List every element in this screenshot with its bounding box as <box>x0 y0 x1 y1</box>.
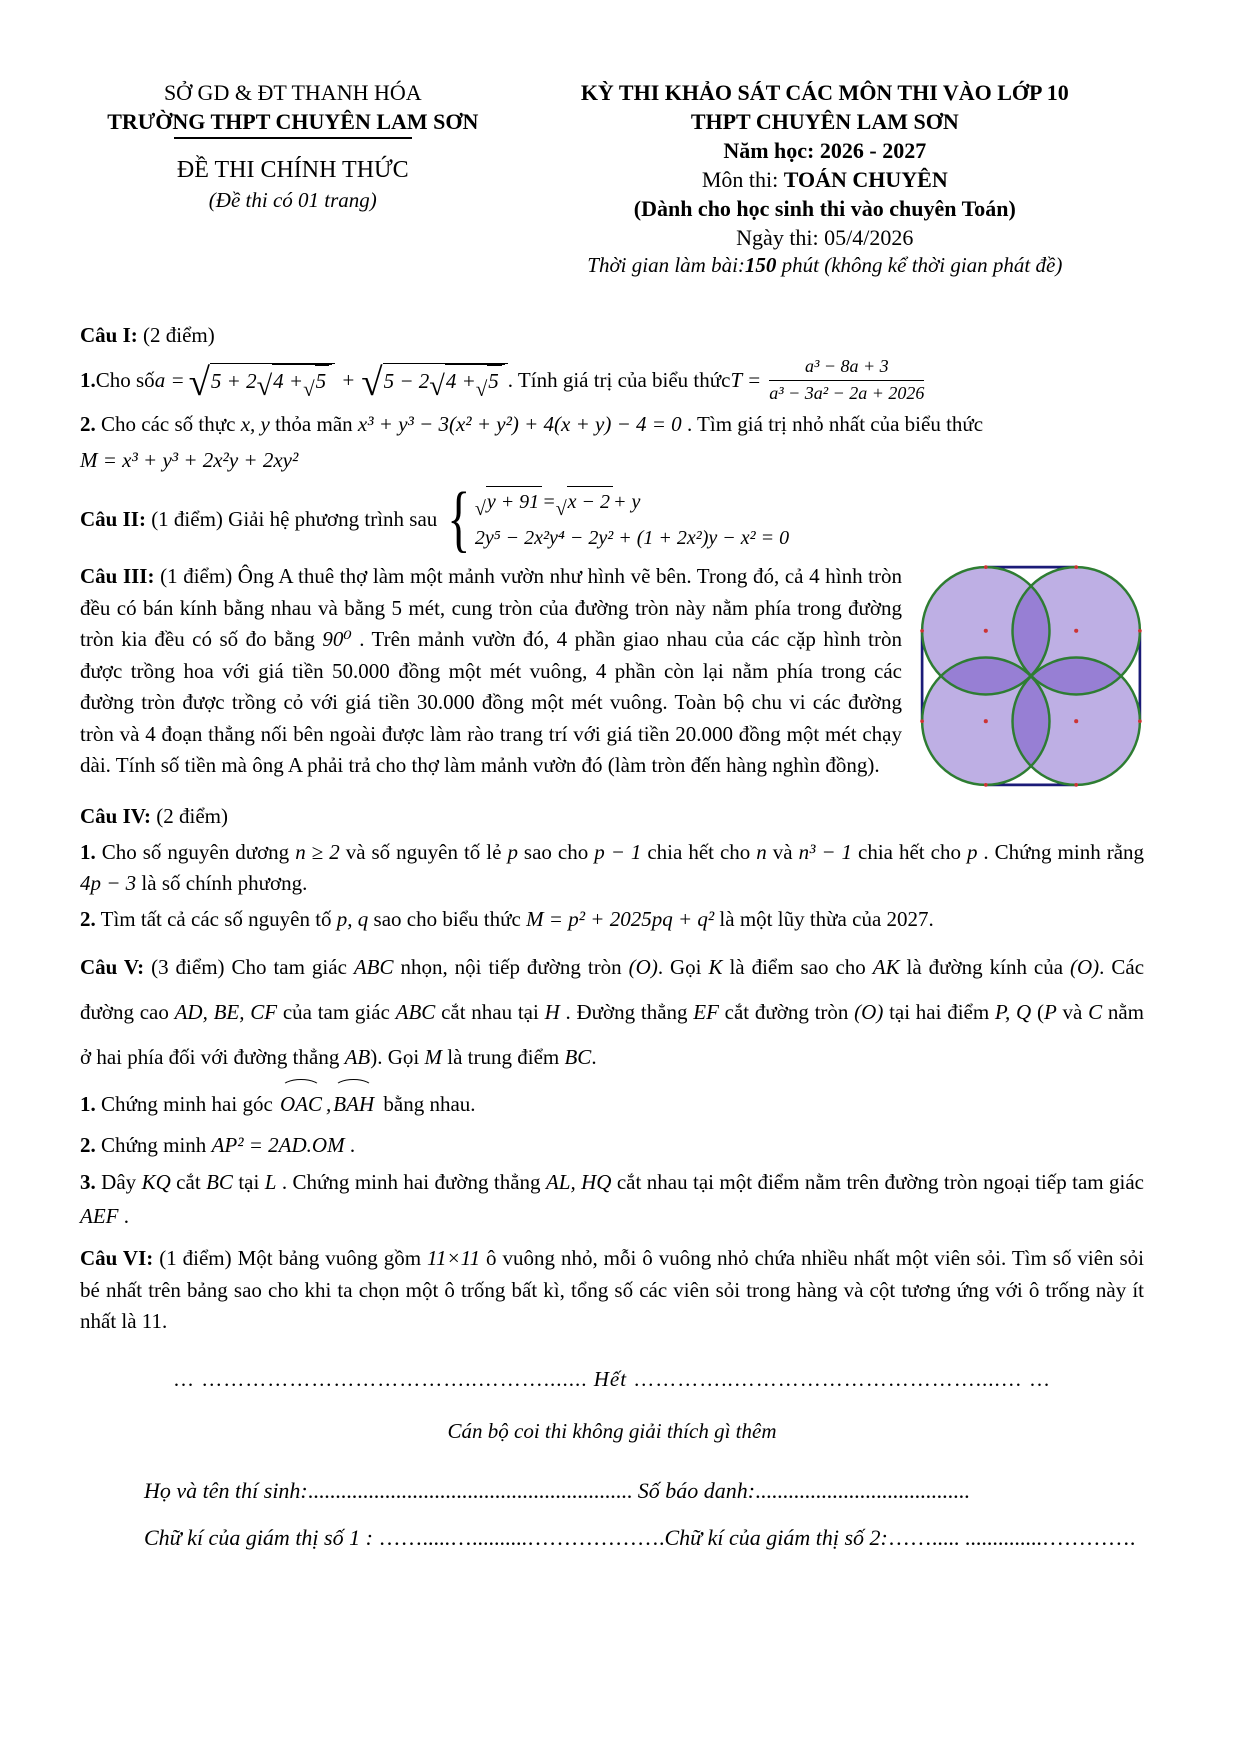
text-run: phút (không kể thời gian phát đề) <box>776 253 1063 278</box>
footer <box>144 1474 1144 1554</box>
radical-sign: √ <box>361 361 383 405</box>
text-run: cắt đường tròn <box>718 1000 855 1025</box>
text-run: Câu VI: <box>80 1246 154 1271</box>
text-run: 3. <box>80 1170 96 1195</box>
math-run: + y <box>613 491 641 514</box>
text-run: (1 điểm) Ông A thuê thợ làm một mảnh vườn như hình vẽ bên. Trong đó, cả 4 hình tròn đều có bán kính bằng nhau và bằng 5 mét, cung tròn của đường tròn này nằm phía trong đường tròn kia đều có số đo bằng <box>80 564 903 652</box>
text-run: chia hết cho <box>852 839 967 864</box>
text-run: M = p² + 2025pq + q² <box>526 906 715 931</box>
duration-line <box>506 252 1144 280</box>
text-run: C <box>1088 1000 1103 1025</box>
math-run: 4 + <box>445 369 476 394</box>
text-run: Câu V: <box>80 955 145 980</box>
text-run: Cho các số thực <box>95 412 241 437</box>
text-run: Chữ kí của giám thị số 2: <box>664 1524 888 1550</box>
radical-expression <box>429 364 505 402</box>
exam-official-label: ĐỀ THI CHÍNH THỨC <box>176 157 409 184</box>
text-run: . Tìm giá trị nhỏ nhất của biểu thức <box>681 412 984 437</box>
text-run: P <box>1043 1000 1057 1025</box>
tangent-dot <box>1138 720 1142 724</box>
text-run: 2. <box>80 1132 96 1157</box>
section-cau-6 <box>80 1243 1144 1338</box>
radical-expression <box>474 486 542 521</box>
exam-school: THPT CHUYÊN LAM SƠN <box>690 109 959 135</box>
text-run: p <box>966 839 978 864</box>
text-run: tại hai điểm <box>883 1000 995 1025</box>
text-run: và <box>1056 1000 1089 1025</box>
text-run: (2 điểm) <box>151 804 228 829</box>
garden-figure <box>918 563 1144 789</box>
center-dot <box>984 629 988 633</box>
text-run: 11×11 <box>427 1246 481 1271</box>
math-run: 5 <box>488 369 499 394</box>
text-run: Câu III: <box>80 564 155 589</box>
cau-1-item-1 <box>80 355 1144 405</box>
exam-title: KỲ THI KHẢO SÁT CÁC MÔN THI VÀO LỚP 10 <box>580 80 1069 105</box>
angle-arc-math: OAC <box>280 1085 322 1125</box>
radical-expression <box>361 361 508 405</box>
text-run: n <box>756 839 767 864</box>
text-run: (2 điểm) <box>137 322 215 347</box>
system-equation-2: 2y⁵ − 2x²y⁴ − 2y² + (1 + 2x²)y − x² = 0 <box>474 527 790 550</box>
math-run: + <box>341 367 356 392</box>
text-run: KQ <box>141 1170 171 1195</box>
text-run: Chứng minh hai góc <box>95 1091 279 1116</box>
section-cau-2 <box>80 478 1144 561</box>
proctor-note: Cán bộ coi thi không giải thích gì thêm <box>447 1419 777 1444</box>
text-run: . Gọi <box>657 955 709 980</box>
cau-2-line <box>80 478 1144 561</box>
tangent-dot <box>1138 629 1142 633</box>
fraction-denominator: a³ − 3a² − 2a + 2026 <box>769 382 925 403</box>
text-run: BC <box>206 1170 233 1195</box>
document-header <box>80 78 1144 280</box>
text-run: ……..... ..............…………. <box>887 1524 1136 1550</box>
text-run: . <box>344 1132 356 1157</box>
proctor-signature-line <box>144 1521 1144 1554</box>
text-run: Hết <box>593 1366 628 1391</box>
radical-expression <box>475 365 502 401</box>
text-run: (O) <box>1070 955 1100 980</box>
text-run: . Các đường cao <box>80 955 1145 1025</box>
radical-expression <box>303 365 329 401</box>
cau-5-item-3 <box>80 1166 1144 1233</box>
text-run: BC <box>564 1045 592 1070</box>
text-run: là một lũy thừa của 2027. <box>714 906 934 931</box>
system-brace: { <box>447 478 471 561</box>
page-count-note: (Đề thi có 01 trang) <box>208 187 377 212</box>
math-run: a = <box>154 367 185 392</box>
math-run: 4 + <box>273 369 304 394</box>
section-cau-4 <box>80 801 1144 935</box>
text-run: M = x³ + y³ + 2x²y + 2xy² <box>80 447 299 472</box>
tangent-dot <box>920 629 924 633</box>
text-run: . Chứng minh hai đường thẳng <box>276 1170 546 1195</box>
text-run: nhọn, nội tiếp đường tròn <box>393 955 629 980</box>
text-run: TOÁN CHUYÊN <box>783 167 948 193</box>
header-left <box>80 78 506 280</box>
text-run: cắt <box>170 1170 207 1195</box>
math-run: 5 + 2 <box>210 369 257 394</box>
radical-sign: √ <box>475 376 488 401</box>
text-run: và <box>766 839 799 864</box>
cau-1-item-2 <box>80 409 1144 441</box>
text-run: p, q <box>336 906 369 931</box>
text-run: 90⁰ <box>322 627 352 652</box>
text-run: , <box>326 1091 332 1116</box>
math-run: 5 <box>315 369 327 394</box>
text-run: K <box>708 955 723 980</box>
text-run: 1. <box>80 839 96 864</box>
angle-arc-math: BAH <box>333 1085 374 1125</box>
radical-expression <box>256 364 333 402</box>
section-cau-1 <box>80 320 1144 476</box>
text-run: x, y <box>240 412 270 437</box>
text-run: AB <box>344 1045 371 1070</box>
fraction <box>769 355 924 405</box>
cau-5-intro <box>80 945 1144 1080</box>
text-run: sao cho <box>517 839 595 864</box>
cau-4-item-1 <box>80 837 1144 900</box>
text-run: Họ và tên thí sinh: <box>144 1477 308 1503</box>
text-run: AEF <box>80 1203 119 1228</box>
text-run: ........................................................... <box>307 1477 633 1503</box>
text-run: AL, HQ <box>545 1170 612 1195</box>
cau-5-item-1 <box>80 1085 1144 1125</box>
text-run: Câu I: <box>80 322 138 347</box>
text-run: ....................................... <box>755 1477 970 1503</box>
math-run: 5 − 2 <box>383 369 430 394</box>
cau-6-text <box>80 1243 1144 1338</box>
text-run: sao cho biểu thức <box>368 906 527 931</box>
tangent-dot <box>984 565 988 569</box>
text-run: cắt nhau tại một điểm nằm trên đường tròn ngoại tiếp tam giác <box>611 1170 1144 1195</box>
radical-expression <box>555 486 613 521</box>
math-run: x − 2 <box>567 491 611 514</box>
text-run: 1. <box>80 1091 96 1116</box>
text-run: 2. <box>80 412 96 437</box>
text-run: L <box>264 1170 277 1195</box>
text-run: Câu II: <box>80 506 146 531</box>
text-run: (3 điểm) Cho tam giác <box>144 955 354 980</box>
cau-1-heading <box>80 320 1144 352</box>
text-run: …….....…..........………………. <box>378 1524 665 1550</box>
cau-5-item-2 <box>80 1129 1144 1163</box>
text-run: tại <box>232 1170 265 1195</box>
text-run: là số chính phương. <box>136 871 308 896</box>
text-run: AK <box>872 955 900 980</box>
text-run: AD, BE, CF <box>174 1000 278 1025</box>
text-run: . Tính giá trị của biểu thức <box>507 367 731 392</box>
center-dot <box>1074 629 1078 633</box>
radical-expression <box>188 361 336 405</box>
text-run: n ≥ 2 <box>295 839 340 864</box>
text-run: của tam giác <box>277 1000 396 1025</box>
text-run: … ………………………………..………....... <box>172 1366 594 1391</box>
text-run: 2. <box>80 906 96 931</box>
cau-1-item-2-formula <box>80 445 1144 477</box>
section-cau-5 <box>80 945 1144 1233</box>
text-run: Thời gian làm bài: <box>587 253 745 278</box>
tangent-dot <box>984 783 988 787</box>
item-number: 1. <box>80 367 96 392</box>
text-run: chia hết cho <box>641 839 757 864</box>
school-year: Năm học: 2026 - 2027 <box>723 138 927 164</box>
text-run: x³ + y³ − 3(x² + y²) + 4(x + y) − 4 = 0 <box>357 412 682 437</box>
math-run: y + 91 <box>486 491 540 514</box>
text-run: ô vuông nhỏ, mỗi ô vuông nhỏ chứa nhiều nhất một viên sỏi. Tìm số viên sỏi bé nhất trên bảng sao cho khi ta chọn một ô trống bất kì, tổng số các viên sỏi trong hàng và cột tương ứng với ô trống này ít nhất là 11. <box>80 1246 1144 1334</box>
text-run: 4p − 3 <box>80 871 137 896</box>
text-run: Môn thi: <box>701 167 784 193</box>
tangent-dot <box>1074 565 1078 569</box>
tangent-dot <box>920 720 924 724</box>
text-run: và số nguyên tố lẻ <box>339 839 508 864</box>
cau-4-item-2 <box>80 904 1144 936</box>
text-run: . <box>591 1045 597 1070</box>
text-run: bằng nhau. <box>378 1091 476 1116</box>
text-run: ( <box>1031 1000 1044 1025</box>
audience-note: (Dành cho học sinh thi vào chuyên Toán) <box>633 196 1016 222</box>
center-dot <box>1074 719 1078 723</box>
radical-sign: √ <box>555 498 567 521</box>
math-run: T = <box>730 367 762 392</box>
school-name: TRƯỜNG THPT CHUYÊN LAM SƠN <box>107 109 479 135</box>
text-run: …………..……………………………....… … <box>627 1366 1052 1391</box>
text-run: Chữ kí của giám thị số 1 : <box>144 1524 379 1550</box>
text-run: cắt nhau tại <box>435 1000 545 1025</box>
system-equation-1 <box>474 486 789 521</box>
text-run: ABC <box>395 1000 436 1025</box>
text-run: 150 <box>744 253 777 278</box>
text-run: P, Q <box>994 1000 1032 1025</box>
text-run: là điểm sao cho <box>722 955 873 980</box>
text-run: ). Gọi <box>370 1045 425 1070</box>
text-run: EF <box>693 1000 719 1025</box>
radical-sign: √ <box>429 370 445 402</box>
divider-line <box>174 137 412 139</box>
text-run: . Đường thẳng <box>559 1000 694 1025</box>
text-run: nằm ở hai phía đối với đường thẳng <box>80 1000 1144 1070</box>
text-run: (O) <box>628 955 658 980</box>
text-run: Tìm tất cả các số nguyên tố <box>95 906 337 931</box>
text-run: n³ − 1 <box>798 839 853 864</box>
text-run: . Trên mảnh vườn đó, 4 phần giao nhau của các cặp hình tròn được trồng hoa với giá tiền 50.000 đồng một mét vuông, 4 phần còn lại nằm phía trong các đường tròn được trồng cỏ với giá tiền 30.000 đồng một mét vuông. Toàn bộ chu vi các đường tròn và 4 đoạn thẳng nối bên ngoài được làm rào trang trí với giá tiền 20.000 đồng một mét chạy dài. Tính số tiền mà ông A phải trả cho thợ làm mảnh vườn đó (làm tròn đến hàng nghìn đồng). <box>80 627 902 778</box>
center-dot <box>984 719 988 723</box>
tangent-dot <box>1074 783 1078 787</box>
exam-date: Ngày thi: 05/4/2026 <box>736 225 914 251</box>
text-run: Cho số nguyên dương <box>95 839 296 864</box>
text-run: Số báo danh: <box>632 1477 756 1503</box>
text-run: H <box>544 1000 560 1025</box>
math-run: = <box>542 491 556 514</box>
text-run: (1 điểm) Giải hệ phương trình sau <box>145 506 438 531</box>
section-cau-3 <box>80 561 1144 791</box>
text-run: M <box>424 1045 442 1070</box>
text-run: Câu IV: <box>80 804 151 829</box>
department-name: SỞ GD & ĐT THANH HÓA <box>163 80 422 105</box>
text-run: . <box>118 1203 129 1228</box>
candidate-name-line <box>144 1474 1144 1507</box>
text-run: p <box>507 839 518 864</box>
text-run: Dây <box>95 1170 142 1195</box>
radical-sign: √ <box>474 498 486 521</box>
text-run: ABC <box>353 955 394 980</box>
text-run: Cho số <box>95 367 155 392</box>
radical-sign: √ <box>303 376 315 401</box>
cau-2-heading <box>80 504 437 536</box>
text-run: p − 1 <box>594 839 642 864</box>
subject-line <box>506 165 1144 194</box>
header-right <box>506 78 1144 280</box>
text-run: là trung điểm <box>442 1045 565 1070</box>
text-run: thỏa mãn <box>269 412 358 437</box>
text-run: (O) <box>854 1000 884 1025</box>
text-run: là đường kính của <box>899 955 1070 980</box>
text-run: AP² = 2AD.OM <box>211 1132 345 1157</box>
radical-sign: √ <box>256 370 273 402</box>
text-run: Chứng minh <box>95 1132 212 1157</box>
end-line <box>80 1364 1144 1396</box>
text-run: . Chứng minh rằng <box>977 839 1145 864</box>
equation-system <box>441 478 790 561</box>
radical-sign: √ <box>188 361 210 405</box>
text-run: (1 điểm) Một bảng vuông gồm <box>153 1246 428 1271</box>
fraction-numerator: a³ − 8a + 3 <box>769 355 924 380</box>
cau-4-heading <box>80 801 1144 833</box>
